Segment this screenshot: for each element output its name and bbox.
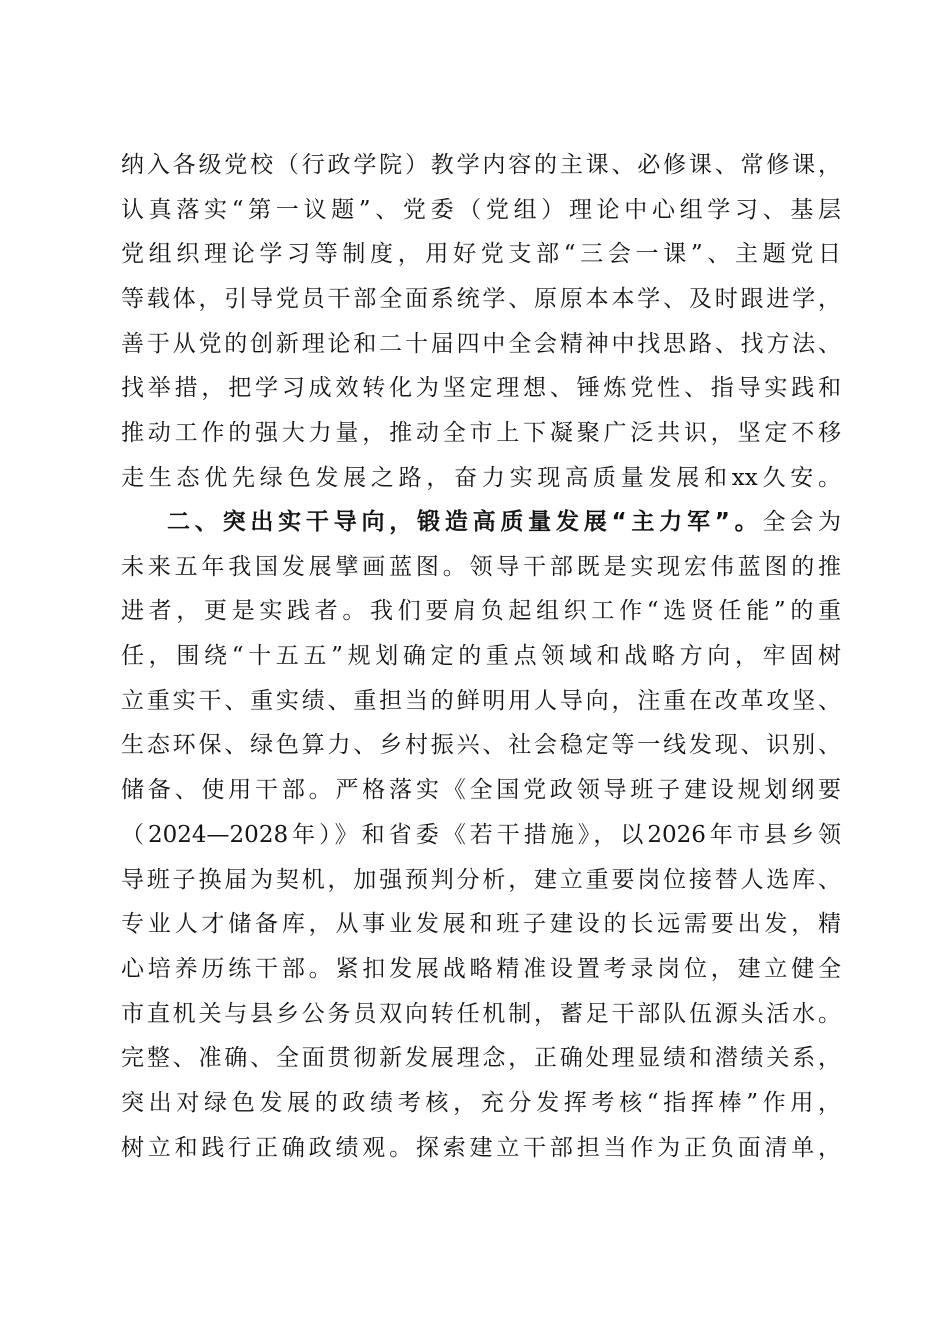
paragraph-1	[121, 143, 841, 501]
section-heading: 二、突出实干导向，锻造高质量发展“主力军”。	[167, 509, 763, 535]
paragraph-line: 突出对绿色发展的政绩考核，充分发挥考核“指挥棒”作用，	[121, 1089, 841, 1116]
paragraph-line: 完整、准确、全面贯彻新发展理念，正确处理显绩和潜绩关系，	[121, 1045, 841, 1072]
paragraph-first-line	[121, 500, 841, 545]
paragraph-line: 认真落实“第一议题”、党委（党组）理论中心组学习、基层	[121, 196, 841, 223]
paragraph-line: 导班子换届为契机，加强预判分析，建立重要岗位接替人选库、	[121, 866, 841, 893]
paragraph-2	[121, 500, 841, 1170]
paragraph-line: 生态环保、绿色算力、乡村振兴、社会稳定等一线发现、识别、	[121, 732, 841, 759]
paragraph-line: 树立和践行正确政绩观。探索建立干部担当作为正负面清单，	[121, 1134, 841, 1161]
paragraph-line: 进者，更是实践者。我们要肩负起组织工作“选贤任能”的重	[121, 598, 841, 625]
paragraph-line: 未来五年我国发展擘画蓝图。领导干部既是实现宏伟蓝图的推	[121, 553, 841, 580]
paragraph-line: 心培养历练干部。紧扣发展战略精准设置考录岗位，建立健全	[121, 955, 841, 982]
paragraph-line: 专业人才储备库，从事业发展和班子建设的长远需要出发，精	[121, 911, 841, 938]
paragraph-line: 党组织理论学习等制度，用好党支部“三会一课”、主题党日	[121, 241, 841, 268]
paragraph-line: 推动工作的强大力量，推动全市上下凝聚广泛共识，坚定不移	[121, 420, 841, 447]
paragraph-line: 储备、使用干部。严格落实《全国党政领导班子建设规划纲要	[121, 777, 841, 804]
paragraph-line: 任，围绕“十五五”规划确定的重点领域和战略方向，牢固树	[121, 643, 841, 670]
paragraph-line: 立重实干、重实绩、重担当的鲜明用人导向，注重在改革攻坚、	[121, 687, 841, 714]
paragraph-line: 市直机关与县乡公务员双向转任机制，蓄足干部队伍源头活水。	[121, 1000, 841, 1027]
paragraph-line: （2024—2028年）》和省委《若干措施》，以2026年市县乡领	[121, 821, 841, 848]
paragraph-line: 等载体，引导党员干部全面系统学、原原本本学、及时跟进学，	[121, 286, 841, 313]
paragraph-line: 善于从党的创新理论和二十届四中全会精神中找思路、找方法、	[121, 330, 841, 357]
paragraph-line-rest: 全会为	[762, 509, 842, 535]
paragraph-line: 走生态优先绿色发展之路，奋力实现高质量发展和xx久安。	[121, 464, 841, 491]
paragraph-line: 找举措，把学习成效转化为坚定理想、锤炼党性、指导实践和	[121, 375, 841, 402]
paragraph-line: 纳入各级党校（行政学院）教学内容的主课、必修课、常修课，	[121, 152, 841, 178]
